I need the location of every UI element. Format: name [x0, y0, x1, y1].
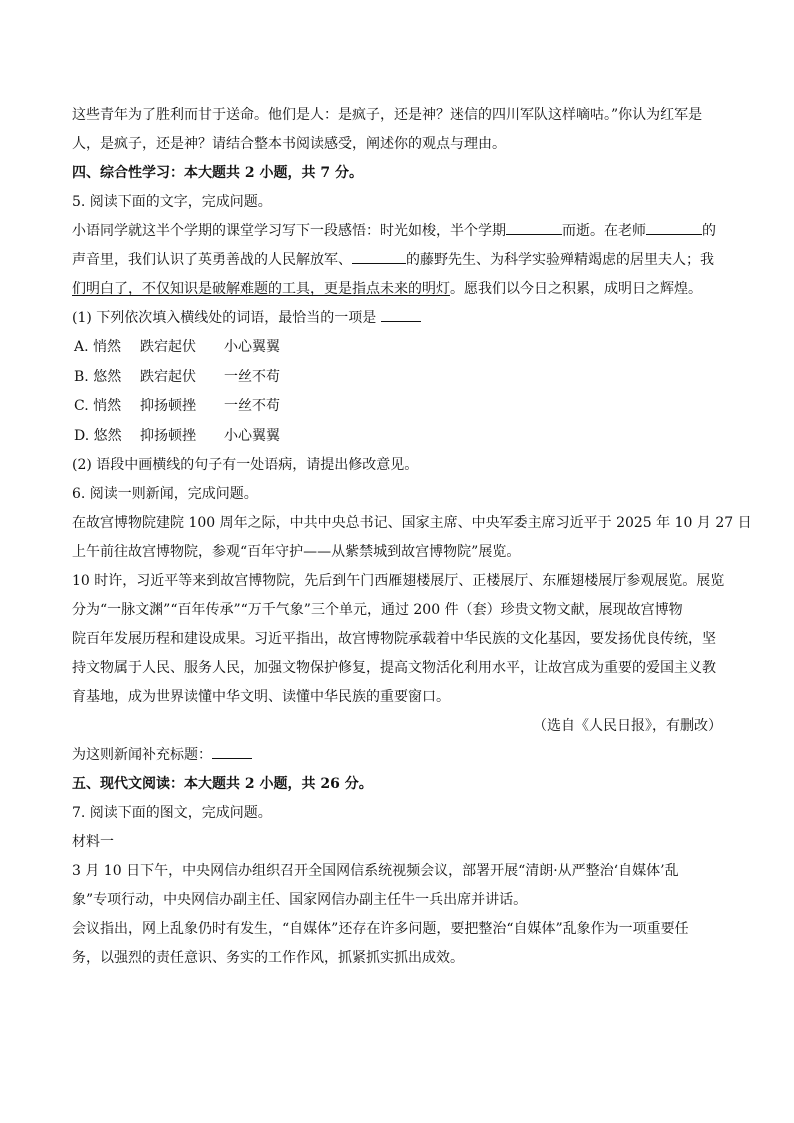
- passage-text: 的: [702, 223, 716, 239]
- news-line: 上午前往故宫博物院，参观“百年守护——从紫禁城到故宫博物院”展览。: [72, 544, 521, 560]
- passage-text: 。愿我们以今日之积累，成明日之辉煌。: [450, 281, 702, 297]
- option-a[interactable]: [72, 333, 722, 363]
- option-word: 一丝不苟: [224, 398, 280, 414]
- section-heading-5: 五、现代文阅读：本大题共 2 小题，共 26 分。: [72, 776, 373, 792]
- question-6-task: [72, 741, 722, 770]
- option-b[interactable]: [72, 363, 722, 393]
- news-line: 育基地，成为世界读懂中华文明、读懂中华民族的重要窗口。: [72, 689, 450, 705]
- material-line: 会议指出，网上乱象仍时有发生，“自媒体”还存在许多问题，要把整治“自媒体”乱象作为一项重要任: [72, 921, 689, 937]
- fill-blank-3[interactable]: [352, 247, 406, 264]
- question-7-prompt: 7. 阅读下面的图文，完成问题。: [72, 805, 272, 821]
- option-d[interactable]: [72, 422, 722, 452]
- question-6-prompt: 6. 阅读一则新闻，完成问题。: [72, 486, 258, 502]
- option-word: 抑扬顿挫: [140, 427, 196, 444]
- answer-blank[interactable]: [212, 742, 252, 759]
- news-line: 10 时许，习近平等来到故宫博物院，先后到午门西雁翅楼展厅、正楼展厅、东雁翅楼展厅参观展览。展览: [72, 573, 725, 589]
- option-c[interactable]: [72, 392, 722, 422]
- news-line: 持文物属于人民、服务人民，加强文物保护修复，提高文物活化利用水平，让故宫成为重要的爱国主义教: [72, 660, 716, 676]
- option-word: 一丝不苟: [224, 368, 280, 385]
- passage-line: [72, 275, 722, 304]
- sub-question-1: [72, 304, 722, 333]
- passage-line: [72, 246, 722, 275]
- option-word: 跌宕起伏: [140, 368, 196, 385]
- fill-blank-1[interactable]: [506, 218, 562, 235]
- news-line: 院百年发展历程和建设成果。习近平指出，故宫博物院承载着中华民族的文化基因，要发扬优良传统，坚: [72, 631, 716, 647]
- option-label: B. 悠然: [74, 368, 122, 385]
- option-word: 小心翼翼: [224, 427, 280, 444]
- material-line: 务，以强烈的责任意识、务实的工作作风，抓紧抓实抓出成效。: [72, 950, 464, 966]
- section-heading-4: 四、综合性学习：本大题共 2 小题，共 7 分。: [72, 165, 363, 181]
- text-line: 人，是疯子，还是神？请结合整本书阅读感受，阐述你的观点与理由。: [72, 136, 506, 152]
- news-line: 分为“一脉文渊”“百年传承”“万千气象”三个单元，通过 200 件（套）珍贵文物文献，展现故宫博物: [72, 602, 683, 618]
- option-label: D. 悠然: [74, 427, 122, 444]
- passage-text: 小语同学就这半个学期的课堂学习写下一段感悟：时光如梭，半个学期: [72, 223, 506, 239]
- material-heading: 材料一: [72, 834, 114, 850]
- answer-blank[interactable]: [381, 305, 421, 322]
- material-line: 3 月 10 日下午，中央网信办组织召开全国网信系统视频会议，部署开展“清朗·从严整治‘自媒体’乱: [72, 863, 679, 879]
- material-line: 象”专项行动，中央网信办副主任、国家网信办副主任牛一兵出席并讲话。: [72, 892, 528, 908]
- option-word: 小心翼翼: [224, 339, 280, 355]
- document-body: [72, 101, 752, 973]
- sub-question-text: (1) 下列依次填入横线处的词语，最恰当的一项是: [72, 310, 377, 326]
- text-line: 这些青年为了胜利而甘于送命。他们是人：是疯子，还是神？迷信的四川军队这样嘀咕。”你认为红军是: [72, 107, 703, 123]
- option-label: A. 悄然: [74, 339, 122, 355]
- passage-line: [72, 217, 722, 246]
- news-source: （选自《人民日报》，有删改）: [533, 718, 722, 734]
- fill-blank-2[interactable]: [646, 218, 702, 235]
- news-line: 在故宫博物院建院 100 周年之际，中共中央总书记、国家主席、中央军委主席习近平于 2025 年 10 月 27 日: [72, 515, 752, 531]
- question-5-prompt: 5. 阅读下面的文字，完成问题。: [72, 194, 272, 210]
- task-text: 为这则新闻补充标题：: [72, 747, 212, 763]
- underlined-sentence: 们明白了，不仅知识是破解难题的工具，更是指点未来的明灯: [72, 281, 450, 297]
- option-label: C. 悄然: [74, 398, 122, 414]
- passage-text: 而逝。在老师: [562, 223, 646, 239]
- passage-text: 声音里，我们认识了英勇善战的人民解放军、: [72, 252, 352, 268]
- sub-question-2: (2) 语段中画横线的句子有一处语病，请提出修改意见。: [72, 457, 419, 473]
- passage-text: 的藤野先生、为科学实验殚精竭虑的居里夫人；我: [406, 252, 714, 268]
- option-word: 跌宕起伏: [140, 339, 196, 355]
- option-word: 抑扬顿挫: [140, 398, 196, 414]
